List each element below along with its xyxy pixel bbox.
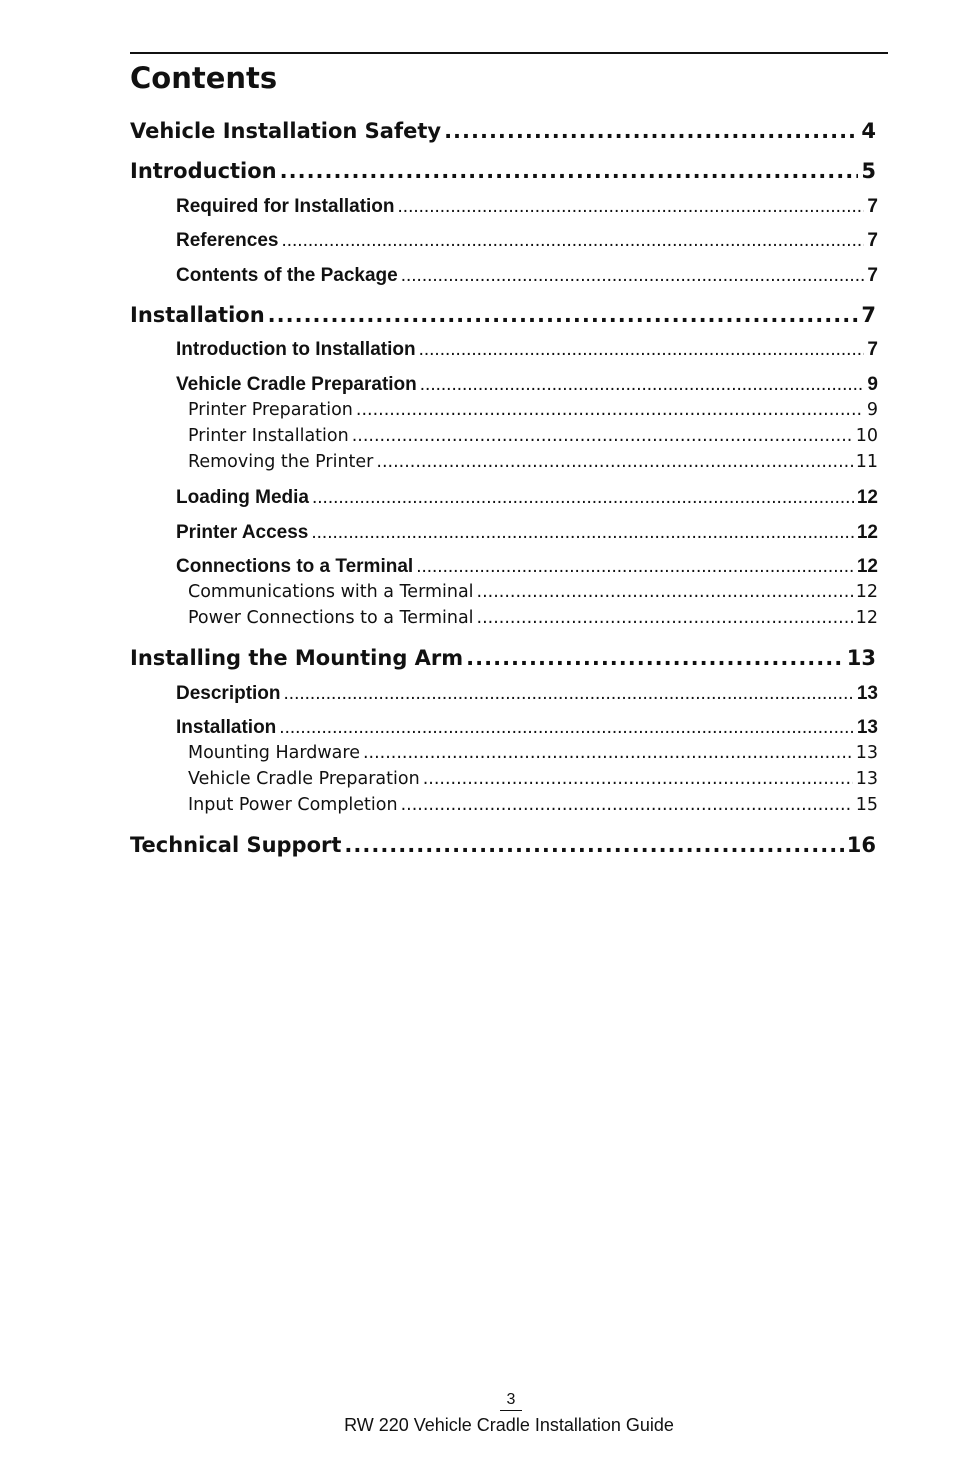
page-title: Contents xyxy=(130,61,278,95)
toc-entry[interactable] xyxy=(188,607,878,629)
dot-leader xyxy=(284,682,854,705)
toc-entry[interactable] xyxy=(176,555,878,579)
dot-leader xyxy=(444,117,858,142)
dot-leader xyxy=(363,742,853,763)
toc-entry-title: Vehicle Cradle Preparation xyxy=(176,374,417,395)
dot-leader xyxy=(281,229,864,252)
dot-leader xyxy=(352,425,853,446)
toc-entry[interactable] xyxy=(130,644,876,672)
toc-entry-title: Vehicle Cradle Preparation xyxy=(188,769,420,789)
dot-leader xyxy=(477,581,853,602)
dot-leader xyxy=(311,521,853,544)
dot-leader xyxy=(423,768,853,789)
toc-entry-page: 7 xyxy=(867,230,878,251)
dot-leader xyxy=(344,831,843,856)
toc-entry-title: Printer Installation xyxy=(188,426,349,446)
footer-page-number: 3 xyxy=(500,1390,522,1411)
toc-entry[interactable] xyxy=(176,338,878,362)
dot-leader xyxy=(466,644,844,669)
toc-entry[interactable] xyxy=(188,742,878,764)
toc-entry-title: Contents of the Package xyxy=(176,265,398,286)
toc-entry[interactable] xyxy=(176,264,878,288)
dot-leader xyxy=(477,607,853,628)
dot-leader xyxy=(401,794,853,815)
toc-entry[interactable] xyxy=(188,425,878,447)
toc-entry-title: Printer Preparation xyxy=(188,400,353,420)
dot-leader xyxy=(420,373,865,396)
dot-leader xyxy=(356,399,864,420)
toc-entry-title: Power Connections to a Terminal xyxy=(188,608,474,628)
toc-entry[interactable] xyxy=(188,794,878,816)
toc-entry-title: Required for Installation xyxy=(176,196,395,217)
toc-entry-title: Technical Support xyxy=(130,833,342,857)
toc-entry[interactable] xyxy=(130,301,876,329)
toc-entry[interactable] xyxy=(130,157,876,185)
toc-entry-title: Connections to a Terminal xyxy=(176,556,414,577)
toc-entry-title: Installation xyxy=(130,303,265,327)
toc-entry-title: Introduction to Installation xyxy=(176,339,416,360)
toc-entry[interactable] xyxy=(188,399,878,421)
toc-entry-page: 13 xyxy=(855,769,878,789)
toc-entry-page: 11 xyxy=(855,452,878,472)
toc-entry[interactable] xyxy=(176,373,878,397)
toc-entry-title: References xyxy=(176,230,279,251)
toc-entry-page: 7 xyxy=(867,265,878,286)
toc-entry-page: 12 xyxy=(855,582,878,602)
dot-leader xyxy=(376,451,852,472)
toc-entry-page: 13 xyxy=(856,717,878,738)
toc-entry-page: 16 xyxy=(846,833,876,857)
dot-leader xyxy=(279,716,854,739)
toc-entry-page: 12 xyxy=(856,487,878,508)
dot-leader xyxy=(416,555,854,578)
toc-entry[interactable] xyxy=(188,581,878,603)
toc-entry[interactable] xyxy=(176,486,878,510)
toc-entry-title: Installation xyxy=(176,717,277,738)
toc-entry-page: 7 xyxy=(867,196,878,217)
toc-entry[interactable] xyxy=(130,831,876,859)
toc-entry-page: 7 xyxy=(861,303,876,327)
toc-entry[interactable] xyxy=(176,195,878,219)
dot-leader xyxy=(268,301,859,326)
toc-entry-title: Description xyxy=(176,683,281,704)
dot-leader xyxy=(312,486,854,509)
toc-entry-title: Vehicle Installation Safety xyxy=(130,119,442,143)
dot-leader xyxy=(419,338,865,361)
toc-entry-title: Loading Media xyxy=(176,487,309,508)
toc-entry-title: Removing the Printer xyxy=(188,452,374,472)
toc-entry-title: Printer Access xyxy=(176,522,309,543)
toc-entry[interactable] xyxy=(176,682,878,706)
toc-entry-page: 9 xyxy=(867,374,878,395)
toc-entry[interactable] xyxy=(188,451,878,473)
toc-entry-page: 5 xyxy=(861,159,876,183)
toc-entry[interactable] xyxy=(176,229,878,253)
footer-document-title: RW 220 Vehicle Cradle Installation Guide xyxy=(344,1415,674,1435)
toc-entry-title: Installing the Mounting Arm xyxy=(130,646,464,670)
toc-entry-page: 15 xyxy=(855,795,878,815)
toc-entry[interactable] xyxy=(176,716,878,740)
toc-entry[interactable] xyxy=(176,521,878,545)
toc-entry-page: 7 xyxy=(867,339,878,360)
toc-entry-page: 12 xyxy=(856,556,878,577)
toc-entry-page: 13 xyxy=(856,683,878,704)
toc-entry-page: 10 xyxy=(855,426,878,446)
toc-entry-page: 13 xyxy=(846,646,876,670)
dot-leader xyxy=(280,157,859,182)
toc-entry-title: Communications with a Terminal xyxy=(188,582,474,602)
toc-entry-title: Introduction xyxy=(130,159,277,183)
toc-entry-page: 12 xyxy=(856,522,878,543)
toc-entry-page: 4 xyxy=(861,119,876,143)
toc-entry[interactable] xyxy=(188,768,878,790)
toc-entry-page: 9 xyxy=(866,400,878,420)
toc-entry-page: 13 xyxy=(855,743,878,763)
dot-leader xyxy=(401,264,865,287)
toc-entry-title: Mounting Hardware xyxy=(188,743,360,763)
toc-entry[interactable] xyxy=(130,117,876,145)
toc-entry-page: 12 xyxy=(855,608,878,628)
dot-leader xyxy=(398,195,865,218)
toc-entry-title: Input Power Completion xyxy=(188,795,398,815)
